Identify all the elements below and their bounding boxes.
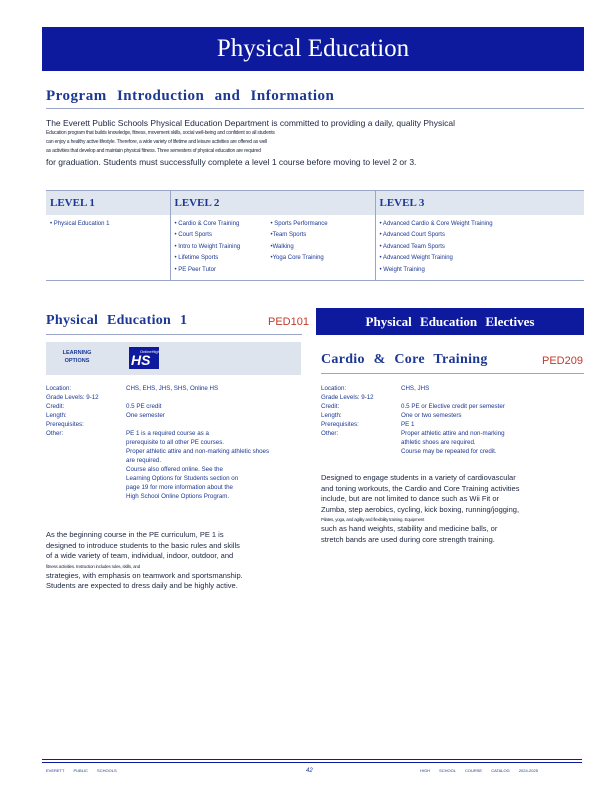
- cardio-course-code: PED209: [542, 355, 583, 367]
- other-value: [126, 429, 302, 501]
- level-1-item: • Physical Education 1: [50, 220, 110, 227]
- prerequisites-label: Prerequisites:: [321, 421, 359, 428]
- grade-levels-label: Grade Levels: 9-12: [46, 394, 99, 401]
- prerequisites-value: PE 1: [401, 421, 415, 428]
- intro-tiny-line-3: as activities that develop and maintain physical fitness. Three semesters of physical education are required: [46, 148, 261, 154]
- other-line: Proper athletic attire and non-marking: [401, 430, 505, 437]
- desc-line: designed to introduce students to the basic rules and skills: [46, 540, 240, 550]
- intro-paragraph: [46, 117, 566, 168]
- course-levels-table: [46, 190, 584, 281]
- level-3-item: • Advanced Weight Training: [379, 255, 453, 261]
- cardio-info-block: [321, 384, 584, 456]
- footer-rule-bottom: [42, 762, 582, 763]
- prerequisites-label: Prerequisites:: [46, 421, 84, 428]
- electives-banner: Physical Education Electives: [316, 308, 584, 335]
- learning-options-box: [46, 342, 301, 375]
- level-3-item: • Advanced Cardio & Core Weight Training: [379, 220, 493, 227]
- other-line: prerequisite to all other PE courses.: [126, 439, 225, 446]
- level-2-header: LEVEL 2: [170, 191, 375, 215]
- location-label: Location:: [46, 385, 72, 392]
- intro-title-rule: [46, 108, 584, 109]
- desc-line: Zumba, step aerobics, cycling, kick boxing, running/jogging,: [321, 504, 520, 514]
- desc-tiny-line: Pilates, yoga, and agility and flexibility training. Equipment: [321, 517, 425, 522]
- intro-line-1: The Everett Public Schools Physical Education Department is committed to providing a daily, quality Physical: [46, 118, 455, 128]
- learning-options-label: LEARNING OPTIONS: [62, 350, 92, 364]
- page-banner-title: Physical Education: [42, 27, 584, 71]
- pe1-course-code: PED101: [268, 316, 309, 328]
- desc-line: and toning workouts, the Cardio and Core Training activities: [321, 483, 520, 493]
- pe1-info-block: [46, 384, 302, 501]
- online-high-logo-text: OnlineHigh: [140, 349, 160, 354]
- online-high-school-logo: [129, 347, 159, 369]
- credit-label: Credit:: [46, 403, 65, 410]
- footer-right: HIGH SCHOOL COURSE CATALOG 2024-2025: [420, 768, 538, 773]
- desc-line: strategies, with emphasis on teamwork and sportsmanship.: [46, 570, 243, 580]
- cardio-course-title: Cardio & Core Training: [321, 352, 488, 367]
- intro-tiny-line-2: can enjoy a healthy active lifestyle. Therefore, a wide variety of lifetime and leisure activities are offered as well: [46, 139, 268, 145]
- other-line: are required.: [126, 457, 162, 464]
- ohs-logo-text: HS: [131, 352, 151, 368]
- other-line: page 19 for more information about the: [126, 484, 233, 491]
- cardio-description: [321, 473, 587, 545]
- location-value: CHS, EHS, JHS, SHS, Online HS: [126, 385, 219, 392]
- level-3-item: • Advanced Court Sports: [379, 232, 445, 238]
- intro-tiny-line-1: Education program that builds knowledge, fitness, movement skills, social well-being and confident so all students: [46, 130, 275, 136]
- other-line: Course may be repeated for credit.: [401, 448, 497, 455]
- level-2-item: • Lifetime Sports: [174, 255, 219, 261]
- length-label: Length:: [321, 412, 342, 419]
- desc-line: such as hand weights, stability and medicine balls, or: [321, 524, 498, 533]
- desc-line: include, but are not limited to dance such as Wii Fit or: [321, 494, 500, 503]
- credit-value: 0.5 PE or Elective credit per semester: [401, 403, 505, 410]
- other-line: High School Online Options Program.: [126, 493, 230, 500]
- desc-line: Students are expected to dress daily and be highly active.: [46, 581, 238, 590]
- other-line: Learning Options for Students section on: [126, 475, 239, 482]
- desc-line: of a wide variety of team, individual, indoor, outdoor, and: [46, 551, 234, 560]
- footer-rule-top: [42, 759, 582, 760]
- pe1-description: [46, 530, 306, 592]
- length-value: One or two semesters: [401, 412, 462, 419]
- cardio-title-rule: [321, 373, 584, 374]
- intro-section-title: Program Introduction and Information: [46, 88, 335, 104]
- desc-line: As the beginning course in the PE curriculum, PE 1 is: [46, 530, 224, 539]
- other-label: Other:: [46, 430, 64, 437]
- location-value: CHS, JHS: [401, 385, 430, 392]
- credit-value: 0.5 PE credit: [126, 403, 162, 410]
- intro-line-2: for graduation. Students must successfully complete a level 1 course before moving to level 2 or 3.: [46, 157, 417, 167]
- footer-page-number: 42: [306, 768, 313, 774]
- level-3-header: LEVEL 3: [375, 191, 584, 215]
- other-line: Course also offered online. See the: [126, 466, 223, 473]
- grade-levels-label: Grade Levels: 9-12: [321, 394, 374, 401]
- other-label: Other:: [321, 430, 339, 437]
- other-value: [401, 429, 584, 456]
- level-2-item: • Cardio & Core Training: [174, 220, 240, 227]
- credit-label: Credit:: [321, 403, 340, 410]
- level-2-item: • Court Sports: [174, 232, 212, 238]
- footer-left: EVERETT PUBLIC SCHOOLS: [46, 768, 117, 773]
- level-2-cell: [170, 215, 375, 281]
- level-2-item: • PE Peer Tutor: [174, 266, 216, 273]
- pe1-course-title: Physical Education 1: [46, 313, 188, 328]
- level-2-item: • Intro to Weight Training: [174, 243, 241, 250]
- level-2-item: • Sports Performance: [270, 220, 328, 227]
- level-2-item: •Team Sports: [270, 232, 307, 238]
- location-label: Location:: [321, 385, 347, 392]
- level-1-cell: [46, 215, 170, 281]
- other-line: PE 1 is a required course as a: [126, 430, 209, 437]
- level-3-cell: [375, 215, 584, 281]
- length-value: One semester: [126, 412, 165, 419]
- level-2-item: •Yoga Core Training: [270, 255, 324, 261]
- other-line: Proper athletic attire and non-marking athletic shoes: [126, 448, 270, 455]
- desc-line: stretch bands are used during core strength training.: [321, 534, 495, 544]
- level-3-item: • Weight Training: [379, 266, 425, 273]
- pe1-title-rule: [46, 334, 302, 335]
- level-2-item: •Walking: [270, 243, 294, 250]
- desc-line: Designed to engage students in a variety of cardiovascular: [321, 473, 516, 482]
- desc-tiny-line: fitness activities. Instruction includes rules, skills, and: [46, 563, 140, 569]
- level-1-header: LEVEL 1: [46, 191, 170, 215]
- level-3-item: • Advanced Team Sports: [379, 243, 445, 250]
- length-label: Length:: [46, 412, 67, 419]
- other-line: athletic shoes are required.: [401, 439, 476, 446]
